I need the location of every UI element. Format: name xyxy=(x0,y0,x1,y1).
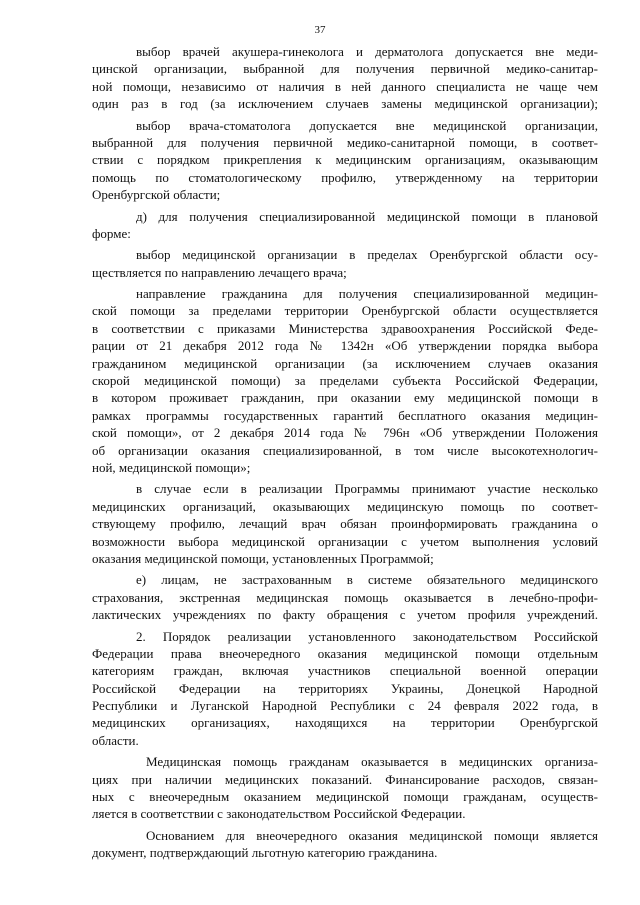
text-line: один раз в год (за исключением случаев замены медицинской организации); xyxy=(92,96,598,112)
text-line: ствующему профилю, лечащий врач обязан проинформировать гражданина о xyxy=(92,516,598,532)
text-line: выбор врачей акушера-гинеколога и дерматолога допускается вне меди- xyxy=(136,44,598,59)
text-line: д) для получения специализированной медицинской помощи в плановой xyxy=(136,208,598,224)
text-line: документ, подтверждающий льготную категорию гражданина. xyxy=(92,845,438,861)
text-line: оказания медицинской помощи, установленных Программой; xyxy=(92,550,434,566)
text-line: возможности выбора медицинской организации с учетом выполнения условий xyxy=(92,533,598,549)
text-line: скорой медицинской помощи) за пределами субъекта Российской Федерации, xyxy=(92,373,598,389)
text-line: Оренбургской области; xyxy=(92,187,221,203)
text-line: ной помощи, независимо от наличия в ней данного специалиста не чаще чем xyxy=(92,78,598,94)
text-line: в соответствии с приказами Министерства здравоохранения Российской Феде- xyxy=(92,320,598,336)
text-line: выбор врача-стоматолога допускается вне медицинской организации, xyxy=(136,117,598,133)
page-number: 37 xyxy=(314,24,326,36)
text-line: в котором проживает гражданин, при оказании ему медицинской помощи в xyxy=(92,390,598,406)
text-line: Республики и Луганской Народной Республики с 24 февраля 2022 года, в xyxy=(92,698,598,714)
text-line: медицинских организаций, оказывающих медицинскую помощь по соответ- xyxy=(92,498,598,514)
text-line: ствии с порядком прикрепления к медицинским организациям, оказывающим xyxy=(92,152,598,168)
text-line: е) лицам, не застрахованным в системе обязательного медицинского xyxy=(136,572,598,588)
text-line: помощь по стоматологическому профилю, утвержденному на территории xyxy=(92,169,598,185)
text-line: ляется в соответствии с законодательством Российской Федерации. xyxy=(92,806,466,822)
text-line: Российской Федерации на территориях Украины, Донецкой Народной xyxy=(92,680,598,696)
text-line: цинской организации, выбранной для получения первичной медико-санитар- xyxy=(92,61,598,77)
text-line: Основанием для внеочередного оказания медицинской помощи является xyxy=(146,827,598,843)
text-line: ской помощи за пределами территории Оренбургской области осуществляется xyxy=(92,303,598,319)
text-line: ской помощи», от 2 декабря 2014 года № 796н «Об утверждении Положения xyxy=(92,425,598,441)
text-line: области. xyxy=(92,732,139,748)
text-line: категориям граждан, включая участников специальной военной операции xyxy=(92,663,598,679)
text-line: направление гражданина для получения специализированной медицин- xyxy=(136,286,598,302)
text-line: циях при наличии медицинских показаний. Финансирование расходов, связан- xyxy=(92,771,598,787)
text-line: рамках программы государственных гарантий бесплатного оказания медицин- xyxy=(92,407,598,423)
text-line: страхования, экстренная медицинская помощь оказывается в лечебно-профи- xyxy=(92,589,598,605)
text-line: 2. Порядок реализации установленного законодательством Российской xyxy=(136,628,598,644)
text-line: ной, медицинской помощи»; xyxy=(92,459,251,475)
text-line: медицинских организациях, находящихся на территории Оренбургской xyxy=(92,715,598,731)
text-line: выбранной для получения первичной медико-санитарной помощи, в соответ- xyxy=(92,134,598,150)
text-line: Медицинская помощь гражданам оказывается в медицинских организа- xyxy=(146,754,598,770)
document-body xyxy=(92,43,598,862)
text-line: ных с внеочередным оказанием медицинской помощи гражданам, осуществ- xyxy=(92,789,598,805)
text-line: выбор медицинской организации в пределах Оренбургской области осу- xyxy=(136,247,598,263)
text-line: гражданином медицинской организации (за исключением случаев оказания xyxy=(92,355,598,371)
text-line: об организации оказания специализированной, в том числе высокотехнологич- xyxy=(92,442,598,458)
text-line: ществляется по направлению лечащего врача; xyxy=(92,264,347,280)
text-line: в случае если в реализации Программы принимают участие несколько xyxy=(136,481,598,497)
text-line: форме: xyxy=(92,225,131,241)
text-line: Федерации права внеочередного оказания медицинской помощи отдельным xyxy=(92,645,598,661)
text-line: лактических учреждениях по факту обращения с учетом профиля учреждений. xyxy=(92,607,598,623)
text-line: рации от 21 декабря 2012 года № 1342н «Об утверждении порядка выбора xyxy=(92,338,598,354)
